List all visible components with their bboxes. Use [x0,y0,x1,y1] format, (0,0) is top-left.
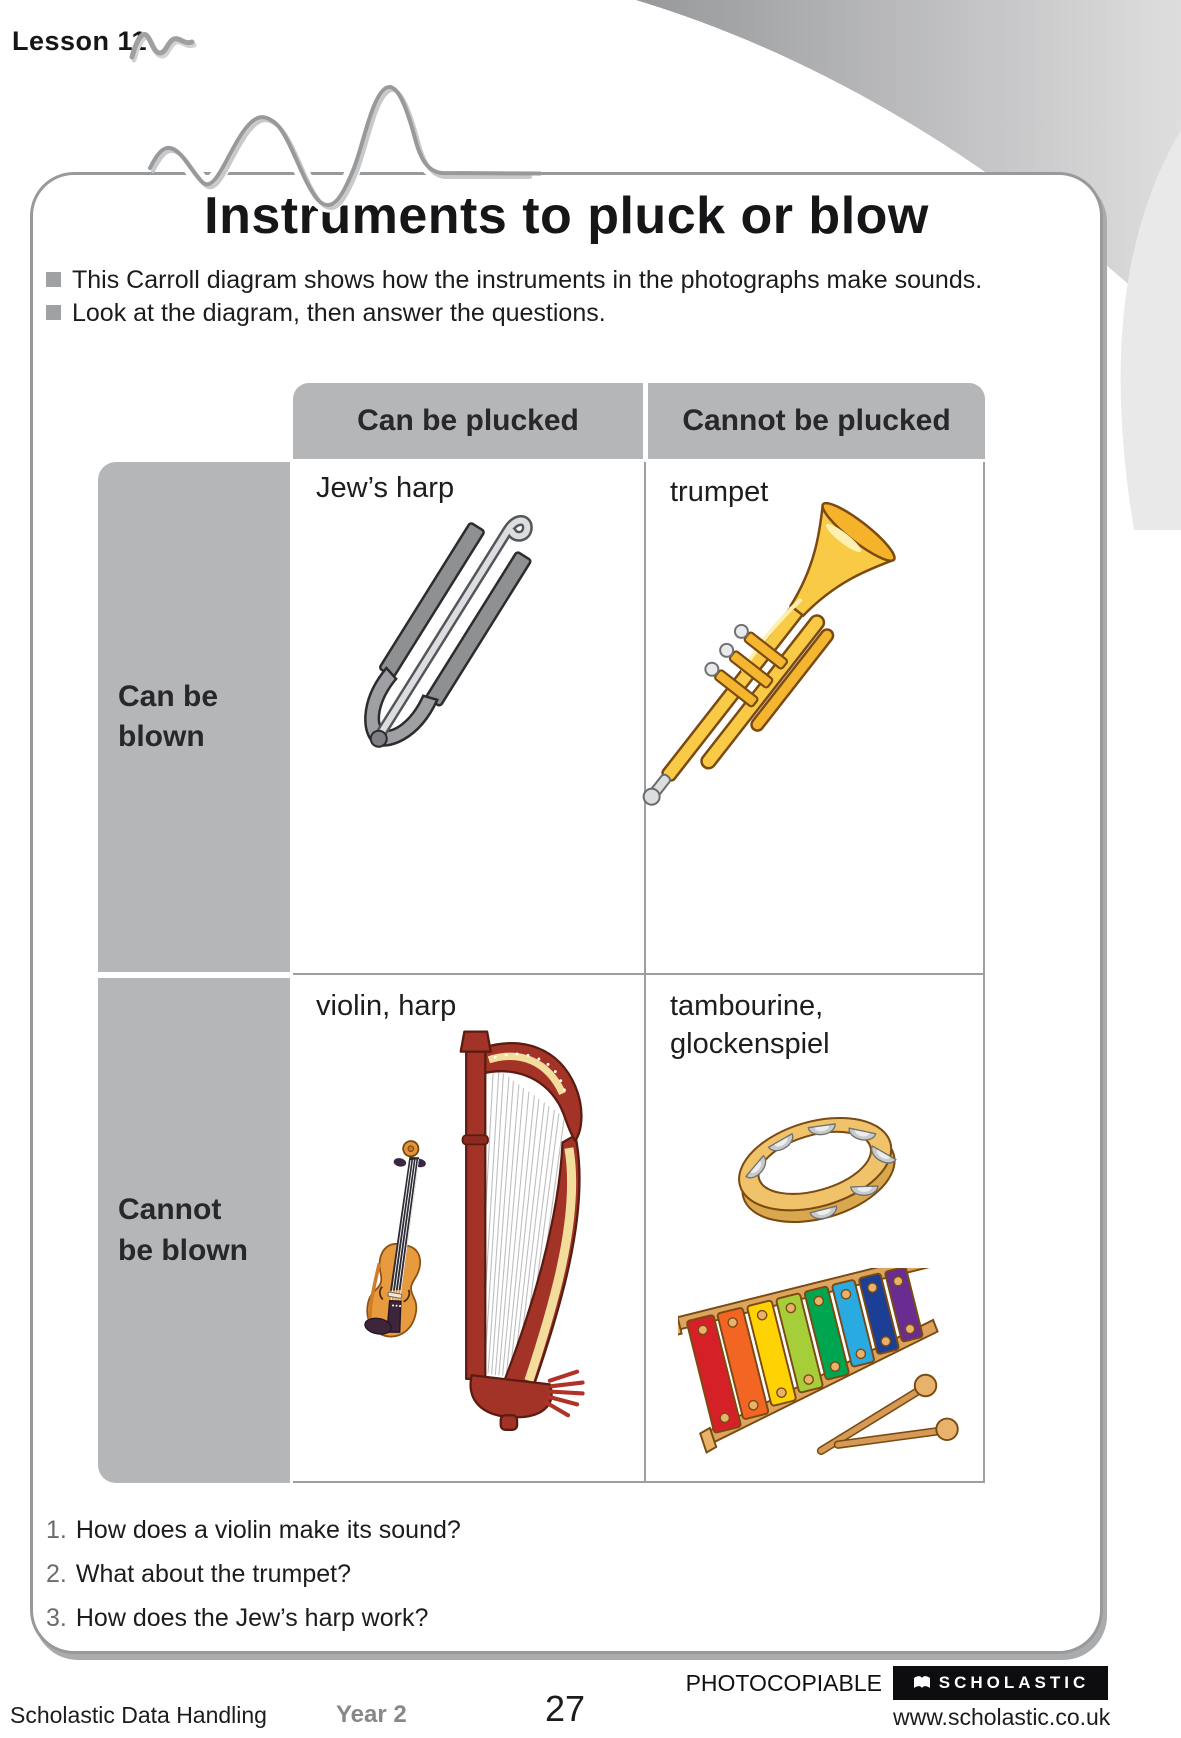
page-number: 27 [544,1688,586,1729]
scholastic-website: www.scholastic.co.uk [893,1704,1111,1730]
cell-label-trumpet: trumpet [670,476,769,508]
intro-bullet-1-text: This Carroll diagram shows how the instruments in the photographs make sounds. [72,266,983,294]
row-header-can-be-blown: Can be blown [98,462,290,972]
question-3-number: 3. [46,1604,67,1632]
bullet-square-icon [46,272,61,287]
question-2 [46,1560,351,1589]
footer-series-title: Scholastic Data Handling [10,1702,267,1728]
table-right-border [983,462,985,1483]
lesson-label: Lesson 11 [12,26,148,56]
photocopiable-label: PHOTOCOPIABLE [685,1670,882,1696]
intro-bullet-2 [46,299,1036,328]
jews-harp-icon [315,502,550,812]
question-2-number: 2. [46,1560,67,1588]
question-2-text: What about the trumpet? [75,1560,352,1588]
page-title: Instruments to pluck or blow [204,187,929,245]
question-3-text: How does the Jew’s harp work? [75,1604,429,1632]
tambourine-icon [726,1096,908,1252]
small-wave-icon [126,20,204,68]
table-bottom-border [293,1481,985,1483]
footer-year-label: Year 2 [336,1701,407,1728]
question-3 [46,1604,428,1633]
harp-icon [448,1018,598,1438]
table-row-divider [293,973,985,975]
trumpet-icon [632,490,897,825]
open-book-icon [912,1675,932,1691]
intro-bullet-1 [46,266,1036,295]
question-1-text: How does a violin make its sound? [75,1516,461,1544]
bullet-square-icon [46,305,61,320]
glockenspiel-icon [678,1268,978,1460]
violin-icon [362,1128,446,1344]
column-header-can-be-plucked: Can be plucked [293,383,643,459]
question-1 [46,1516,461,1545]
scholastic-logo-text: SCHOLASTIC [938,1673,1090,1692]
cell-label-jews-harp: Jew’s harp [316,472,455,504]
column-header-cannot-be-plucked: Cannot be plucked [648,383,985,459]
question-1-number: 1. [46,1516,67,1544]
row-header-cannot-be-blown: Cannot be blown [98,978,290,1483]
cell-label-violin-harp: violin, harp [316,990,457,1022]
cell-label-tambourine-glockenspiel: tambourine, glockenspiel [670,990,830,1060]
top-wave-graphic [100,60,1080,260]
scholastic-logo [893,1666,1108,1700]
intro-bullet-2-text: Look at the diagram, then answer the questions. [72,299,606,327]
